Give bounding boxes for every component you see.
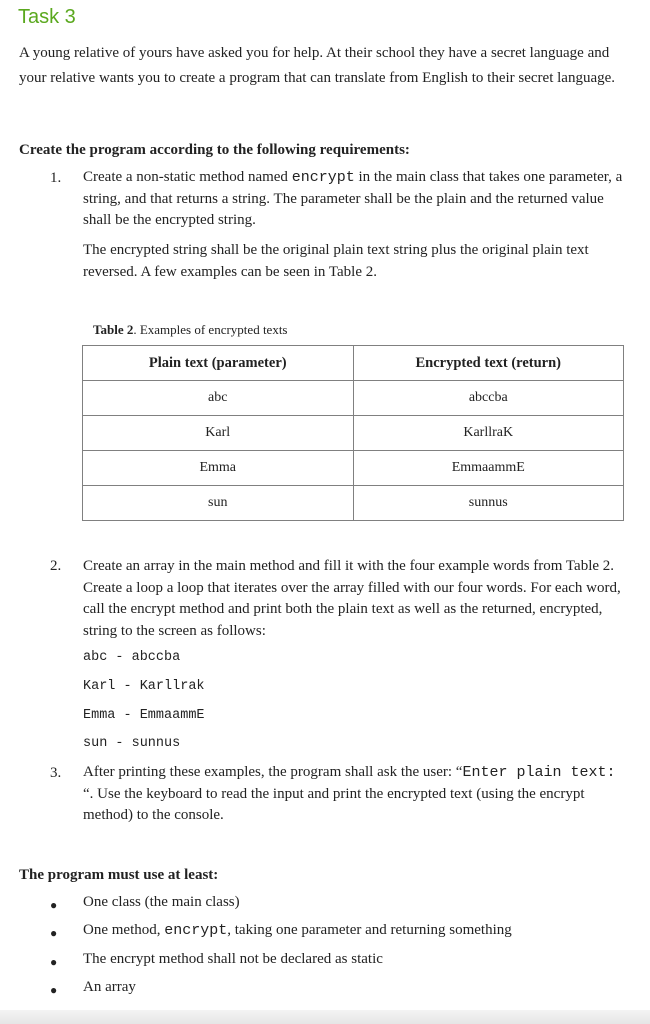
- encrypt-code: encrypt: [291, 169, 355, 186]
- prompt-code: Enter plain text:: [462, 764, 616, 781]
- requirement-2-number: 2.: [50, 558, 62, 574]
- bullet-icon: ●: [50, 955, 58, 969]
- table-cell: sun: [83, 486, 354, 521]
- table-row: [83, 416, 624, 451]
- requirement-1-paragraph: Create a non-static method named encrypt in the main class that takes one parameter, a string, and that returns a string. The parameter shall be the plain and the returned value shall be the encrypted string.: [83, 169, 623, 228]
- requirement-2-paragraph: Create an array in the main method and fill it with the four example words from Table 2. Create a loop a loop that iterates over the array filled with our four words. For each word, call the encrypt method and print both the plain text as well as the returned, encrypted, string to the screen as follows:: [83, 558, 621, 639]
- requirement-3-number: 3.: [50, 765, 62, 781]
- table-cell: abc: [83, 381, 354, 416]
- table-row: [83, 486, 624, 521]
- intro-paragraph: A young relative of yours have asked you for help. At their school they have a secret language and your relative wants you to create a program that can translate from English to their secret language.: [19, 45, 616, 86]
- must-use-heading: The program must use at least:: [19, 867, 219, 883]
- must-item: An array: [83, 979, 136, 995]
- requirement-3-paragraph: After printing these examples, the program shall ask the user: “Enter plain text: “. Use the keyboard to read the input and print the encrypted text (using the encrypt method) to the console.: [83, 764, 616, 823]
- output-line: Karl - Karllrak: [83, 679, 205, 694]
- table-cell: KarllraK: [353, 416, 624, 451]
- bullet-icon: ●: [50, 983, 58, 997]
- table-row: [83, 381, 624, 416]
- bullet-icon: ●: [50, 926, 58, 940]
- encrypt-code: encrypt: [164, 922, 228, 939]
- requirement-1-paragraph-2: The encrypted string shall be the original plain text string plus the original plain text reversed. A few examples can be seen in Table 2.: [83, 242, 589, 280]
- must-item: One method, encrypt, taking one parameter and returning something: [83, 922, 512, 939]
- output-line: abc - abccba: [83, 650, 181, 665]
- table-caption: Table 2. Examples of encrypted texts: [93, 322, 288, 337]
- table-header-row: [83, 346, 624, 381]
- table-cell: Emma: [83, 451, 354, 486]
- task-title: Task 3: [18, 6, 76, 28]
- must-item: The encrypt method shall not be declared as static: [83, 951, 383, 967]
- table-cell: Karl: [83, 416, 354, 451]
- table-header-encrypted: Encrypted text (return): [353, 346, 624, 381]
- bullet-icon: ●: [50, 898, 58, 912]
- requirements-heading: Create the program according to the following requirements:: [19, 142, 410, 158]
- examples-table: [82, 345, 624, 521]
- must-item: One class (the main class): [83, 894, 240, 910]
- table-cell: sunnus: [353, 486, 624, 521]
- output-line: sun - sunnus: [83, 736, 181, 751]
- page-bottom-edge: [0, 1010, 650, 1024]
- table-row: [83, 451, 624, 486]
- table-cell: abccba: [353, 381, 624, 416]
- requirement-1-number: 1.: [50, 170, 62, 186]
- output-line: Emma - EmmaammE: [83, 708, 205, 723]
- table-header-plain: Plain text (parameter): [83, 346, 354, 381]
- table-cell: EmmaammE: [353, 451, 624, 486]
